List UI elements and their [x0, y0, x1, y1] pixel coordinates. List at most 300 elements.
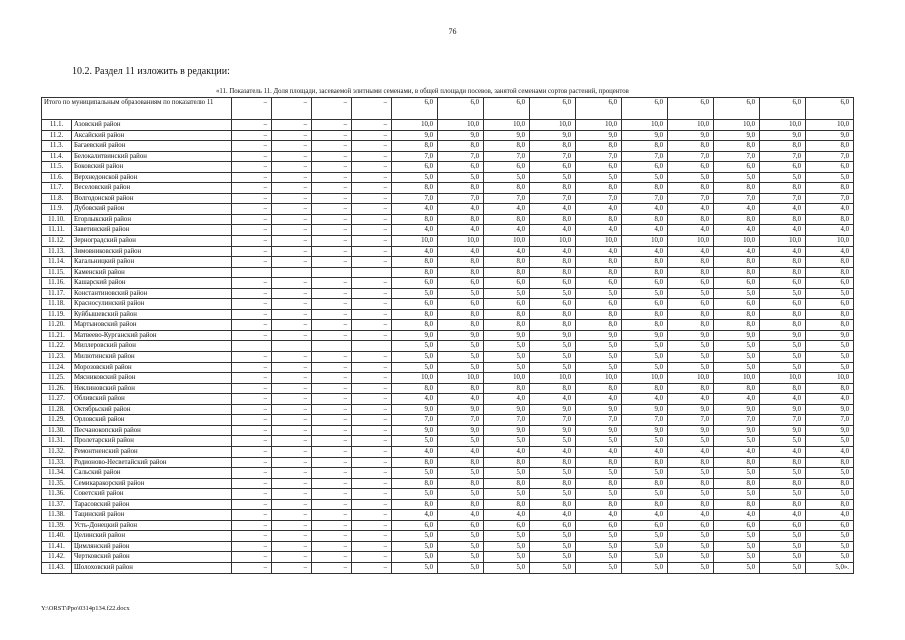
value-cell: – [312, 510, 352, 521]
value-cell: 7,0 [668, 151, 714, 162]
value-cell: – [232, 352, 272, 363]
value-cell: – [352, 151, 392, 162]
value-cell: 9,0 [392, 330, 438, 341]
value-cell: – [312, 225, 352, 236]
value-cell: – [272, 151, 312, 162]
value-cell: 5,0 [714, 552, 760, 563]
value-cell: 9,0 [438, 425, 484, 436]
row-number: 11.1. [42, 120, 72, 131]
value-cell: – [272, 162, 312, 173]
value-cell: – [232, 468, 272, 479]
value-cell: 4,0 [484, 225, 530, 236]
value-cell: 7,0 [438, 415, 484, 426]
value-cell: 5,0 [668, 489, 714, 500]
district-name: Неклиновский район [72, 383, 232, 394]
value-cell: 4,0 [392, 510, 438, 521]
value-cell: 5,0 [392, 531, 438, 542]
district-name: Веселовский район [72, 183, 232, 194]
value-cell: 6,0 [714, 299, 760, 310]
row-number: 11.40. [42, 531, 72, 542]
value-cell: 9,0 [760, 130, 806, 141]
value-cell: 10,0 [392, 373, 438, 384]
value-cell: 5,0 [484, 562, 530, 573]
table-row [42, 457, 854, 468]
value-cell: 9,0 [714, 130, 760, 141]
value-cell [272, 341, 312, 352]
value-cell: 5,0 [484, 172, 530, 183]
value-cell: 5,0 [622, 531, 668, 542]
value-cell: 4,0 [760, 204, 806, 215]
value-cell: 5,0 [622, 562, 668, 573]
value-cell: – [352, 246, 392, 257]
value-cell: 8,0 [530, 141, 576, 152]
value-cell: – [312, 246, 352, 257]
value-cell: – [272, 520, 312, 531]
value-cell: 6,0 [760, 278, 806, 289]
value-cell: – [352, 320, 392, 331]
table-row [42, 341, 854, 352]
total-row-label: Итого по муниципальным образованиям по показателю 11 [42, 98, 232, 120]
value-cell: 4,0 [576, 246, 622, 257]
total-cell: 6,0 [806, 98, 854, 120]
value-cell: 8,0 [760, 383, 806, 394]
value-cell: – [272, 436, 312, 447]
value-cell: – [272, 172, 312, 183]
value-cell: 8,0 [714, 267, 760, 278]
value-cell: – [352, 394, 392, 405]
value-cell: 8,0 [714, 320, 760, 331]
table-row [42, 446, 854, 457]
value-cell: 4,0 [622, 394, 668, 405]
value-cell: 10,0 [530, 373, 576, 384]
value-cell: 8,0 [576, 383, 622, 394]
table-row [42, 352, 854, 363]
value-cell: 5,0 [714, 172, 760, 183]
row-number: 11.3. [42, 141, 72, 152]
value-cell: – [272, 425, 312, 436]
row-number: 11.26. [42, 383, 72, 394]
table-row [42, 404, 854, 415]
value-cell: – [232, 446, 272, 457]
table-row [42, 510, 854, 521]
value-cell: 8,0 [622, 383, 668, 394]
value-cell: 8,0 [576, 478, 622, 489]
total-cell: 6,0 [760, 98, 806, 120]
value-cell: 5,0 [392, 468, 438, 479]
value-cell: – [352, 183, 392, 194]
value-cell: 5,0 [438, 288, 484, 299]
value-cell: 4,0 [576, 204, 622, 215]
value-cell: – [272, 246, 312, 257]
value-cell: 5,0 [760, 436, 806, 447]
value-cell: 8,0 [576, 141, 622, 152]
value-cell: 5,0 [714, 341, 760, 352]
district-name: Каменский район [72, 267, 232, 278]
value-cell: – [272, 478, 312, 489]
value-cell: 10,0 [760, 373, 806, 384]
total-cell: 6,0 [714, 98, 760, 120]
value-cell: 4,0 [576, 446, 622, 457]
value-cell: 8,0 [668, 183, 714, 194]
table-row [42, 309, 854, 320]
row-number: 11.20. [42, 320, 72, 331]
value-cell: 9,0 [622, 330, 668, 341]
value-cell: – [312, 520, 352, 531]
value-cell: 7,0 [622, 151, 668, 162]
value-cell: 8,0 [622, 499, 668, 510]
value-cell: 5,0 [668, 341, 714, 352]
value-cell: 8,0 [530, 267, 576, 278]
value-cell: – [272, 373, 312, 384]
value-cell: 5,0 [484, 341, 530, 352]
value-cell: 9,0 [530, 330, 576, 341]
row-number: 11.35. [42, 478, 72, 489]
table-row [42, 425, 854, 436]
table-row [42, 183, 854, 194]
value-cell: 5,0 [806, 288, 854, 299]
value-cell: 8,0 [530, 478, 576, 489]
value-cell: 4,0 [714, 225, 760, 236]
value-cell: 8,0 [714, 383, 760, 394]
total-cell: 6,0 [392, 98, 438, 120]
row-number: 11.4. [42, 151, 72, 162]
value-cell: – [272, 541, 312, 552]
value-cell: 5,0 [760, 468, 806, 479]
total-cell: – [272, 98, 312, 120]
value-cell: 8,0 [668, 499, 714, 510]
value-cell [232, 341, 272, 352]
value-cell: – [232, 246, 272, 257]
value-cell: – [272, 510, 312, 521]
row-number: 11.10. [42, 214, 72, 225]
value-cell: 6,0 [714, 278, 760, 289]
value-cell: 6,0 [576, 520, 622, 531]
value-cell: 5,0 [760, 172, 806, 183]
value-cell: 10,0 [438, 236, 484, 247]
value-cell: 5,0 [622, 489, 668, 500]
value-cell: 5,0 [714, 562, 760, 573]
total-row [42, 98, 854, 120]
value-cell: 8,0 [622, 320, 668, 331]
value-cell: – [312, 151, 352, 162]
value-cell: 8,0 [714, 478, 760, 489]
value-cell: 5,0 [392, 172, 438, 183]
total-cell: – [312, 98, 352, 120]
value-cell: 5,0 [484, 531, 530, 542]
row-number: 11.5. [42, 162, 72, 173]
value-cell: 8,0 [714, 183, 760, 194]
value-cell: 6,0 [392, 162, 438, 173]
district-name: Верхнедонской район [72, 172, 232, 183]
value-cell: 5,0 [576, 288, 622, 299]
indicator-table [41, 97, 854, 574]
district-name: Мартыновский район [72, 320, 232, 331]
row-number: 11.42. [42, 552, 72, 563]
district-name: Морозовский район [72, 362, 232, 373]
value-cell: 6,0 [576, 162, 622, 173]
value-cell: 10,0 [438, 120, 484, 131]
value-cell: 8,0 [760, 309, 806, 320]
value-cell: – [232, 541, 272, 552]
value-cell: 8,0 [392, 257, 438, 268]
value-cell: 7,0 [806, 415, 854, 426]
row-number: 11.39. [42, 520, 72, 531]
value-cell: 4,0 [484, 246, 530, 257]
value-cell: 10,0 [760, 120, 806, 131]
value-cell: 8,0 [392, 309, 438, 320]
value-cell: 6,0 [760, 520, 806, 531]
value-cell: – [272, 120, 312, 131]
value-cell: 5,0 [714, 288, 760, 299]
table-row [42, 267, 854, 278]
value-cell: 6,0 [668, 162, 714, 173]
value-cell: 8,0 [438, 141, 484, 152]
value-cell: 8,0 [484, 214, 530, 225]
value-cell: 5,0 [438, 362, 484, 373]
value-cell: 8,0 [760, 320, 806, 331]
value-cell: 9,0 [668, 330, 714, 341]
value-cell: – [272, 299, 312, 310]
value-cell: 7,0 [530, 193, 576, 204]
table-row [42, 320, 854, 331]
value-cell: 7,0 [438, 151, 484, 162]
value-cell: 5,0 [484, 362, 530, 373]
value-cell: 4,0 [714, 246, 760, 257]
value-cell: 8,0 [576, 457, 622, 468]
value-cell: 8,0 [622, 183, 668, 194]
value-cell: 4,0 [668, 394, 714, 405]
table-row [42, 162, 854, 173]
value-cell: 6,0 [576, 299, 622, 310]
value-cell: 6,0 [484, 162, 530, 173]
value-cell: 9,0 [806, 330, 854, 341]
table-row [42, 362, 854, 373]
value-cell: – [352, 478, 392, 489]
value-cell: – [312, 468, 352, 479]
value-cell: – [352, 225, 392, 236]
value-cell: 5,0 [576, 489, 622, 500]
value-cell: 8,0 [392, 214, 438, 225]
value-cell: 5,0 [622, 468, 668, 479]
value-cell: 10,0 [438, 373, 484, 384]
value-cell: 4,0 [668, 225, 714, 236]
value-cell: 4,0 [622, 246, 668, 257]
value-cell: 5,0 [576, 352, 622, 363]
table-row [42, 552, 854, 563]
value-cell: 8,0 [438, 183, 484, 194]
value-cell: 5,0 [622, 172, 668, 183]
value-cell: 4,0 [714, 204, 760, 215]
value-cell: – [352, 415, 392, 426]
value-cell: 4,0 [760, 446, 806, 457]
value-cell: 6,0 [438, 162, 484, 173]
value-cell: 7,0 [484, 151, 530, 162]
value-cell: 8,0 [484, 309, 530, 320]
value-cell: 9,0 [530, 130, 576, 141]
value-cell: – [312, 204, 352, 215]
value-cell: 8,0 [622, 141, 668, 152]
value-cell: – [352, 468, 392, 479]
value-cell: 8,0 [668, 141, 714, 152]
value-cell: 10,0 [806, 120, 854, 131]
value-cell: 5,0 [806, 341, 854, 352]
value-cell: – [232, 531, 272, 542]
value-cell: 8,0 [576, 309, 622, 320]
table-row [42, 130, 854, 141]
value-cell: 5,0 [760, 562, 806, 573]
row-number: 11.37. [42, 499, 72, 510]
value-cell: 5,0 [760, 489, 806, 500]
value-cell: 10,0 [576, 236, 622, 247]
value-cell: 4,0 [668, 510, 714, 521]
value-cell: 6,0 [668, 278, 714, 289]
value-cell: 9,0 [530, 425, 576, 436]
value-cell: 8,0 [668, 267, 714, 278]
section-heading: 10.2. Раздел 11 изложить в редакции: [72, 66, 230, 77]
value-cell: – [312, 352, 352, 363]
value-cell: 4,0 [806, 225, 854, 236]
value-cell: – [232, 478, 272, 489]
value-cell: 9,0 [714, 404, 760, 415]
value-cell: – [312, 257, 352, 268]
value-cell: 5,0 [484, 468, 530, 479]
value-cell: 5,0 [806, 468, 854, 479]
row-number: 11.29. [42, 415, 72, 426]
value-cell: 5,0 [714, 468, 760, 479]
district-name: Егорлыкский район [72, 214, 232, 225]
value-cell: 4,0 [668, 246, 714, 257]
district-name: Белокалитвинский район [72, 151, 232, 162]
value-cell: – [352, 130, 392, 141]
value-cell: – [232, 278, 272, 289]
value-cell: 4,0 [622, 204, 668, 215]
row-number: 11.31. [42, 436, 72, 447]
value-cell: 4,0 [438, 446, 484, 457]
value-cell: – [312, 541, 352, 552]
district-name: Куйбышевский район [72, 309, 232, 320]
value-cell: 8,0 [806, 309, 854, 320]
value-cell: – [272, 257, 312, 268]
value-cell: 9,0 [438, 130, 484, 141]
value-cell: 5,0 [484, 436, 530, 447]
value-cell: – [352, 309, 392, 320]
value-cell: 4,0 [760, 246, 806, 257]
value-cell: 5,0 [530, 172, 576, 183]
value-cell: 8,0 [714, 309, 760, 320]
value-cell: 8,0 [484, 257, 530, 268]
value-cell: 5,0 [806, 541, 854, 552]
value-cell: 8,0 [530, 183, 576, 194]
value-cell: 8,0 [576, 267, 622, 278]
value-cell: 8,0 [438, 309, 484, 320]
value-cell: 4,0 [714, 446, 760, 457]
district-name: Матвеево-Курганский район [72, 330, 232, 341]
value-cell: 8,0 [668, 214, 714, 225]
row-number: 11.38. [42, 510, 72, 521]
value-cell: – [272, 404, 312, 415]
value-cell: – [352, 278, 392, 289]
value-cell: 8,0 [622, 267, 668, 278]
value-cell: 8,0 [760, 267, 806, 278]
value-cell: 5,0 [530, 352, 576, 363]
value-cell: – [232, 236, 272, 247]
value-cell: 4,0 [392, 446, 438, 457]
value-cell: – [312, 552, 352, 563]
value-cell: 4,0 [622, 225, 668, 236]
value-cell: – [352, 499, 392, 510]
value-cell: 8,0 [714, 141, 760, 152]
value-cell: 6,0 [392, 520, 438, 531]
value-cell: 5,0 [392, 436, 438, 447]
value-cell: 10,0 [392, 236, 438, 247]
value-cell: – [312, 499, 352, 510]
value-cell: 9,0 [714, 330, 760, 341]
value-cell: – [272, 499, 312, 510]
value-cell: 8,0 [806, 183, 854, 194]
district-name: Кагальницкий район [72, 257, 232, 268]
value-cell: 5,0 [622, 362, 668, 373]
value-cell: 6,0 [806, 278, 854, 289]
value-cell: 9,0 [530, 404, 576, 415]
value-cell: – [272, 415, 312, 426]
value-cell: – [312, 172, 352, 183]
value-cell: 8,0 [668, 478, 714, 489]
value-cell: 10,0 [484, 120, 530, 131]
row-number: 11.14. [42, 257, 72, 268]
value-cell: – [232, 130, 272, 141]
value-cell: 5,0 [530, 436, 576, 447]
value-cell: 4,0 [484, 394, 530, 405]
value-cell: 7,0 [576, 151, 622, 162]
value-cell: – [312, 120, 352, 131]
value-cell: 4,0 [530, 246, 576, 257]
value-cell: 9,0 [622, 425, 668, 436]
district-name: Орловский район [72, 415, 232, 426]
value-cell: 6,0 [530, 520, 576, 531]
value-cell: – [352, 457, 392, 468]
value-cell: 10,0 [484, 373, 530, 384]
district-name: Заветинский район [72, 225, 232, 236]
value-cell: 8,0 [392, 267, 438, 278]
value-cell: – [352, 162, 392, 173]
value-cell: – [312, 162, 352, 173]
table-row [42, 299, 854, 310]
value-cell: 4,0 [438, 204, 484, 215]
value-cell: 5,0 [668, 436, 714, 447]
value-cell: – [232, 330, 272, 341]
value-cell: – [232, 415, 272, 426]
value-cell: – [352, 541, 392, 552]
value-cell: 7,0 [530, 151, 576, 162]
value-cell: 7,0 [760, 415, 806, 426]
value-cell: 5,0 [484, 541, 530, 552]
value-cell: 7,0 [622, 415, 668, 426]
row-number: 11.8. [42, 193, 72, 204]
value-cell [312, 341, 352, 352]
value-cell: 7,0 [484, 415, 530, 426]
value-cell: – [312, 425, 352, 436]
value-cell: – [312, 320, 352, 331]
value-cell: 8,0 [392, 183, 438, 194]
value-cell [232, 267, 272, 278]
value-cell: 9,0 [668, 130, 714, 141]
row-number: 11.19. [42, 309, 72, 320]
value-cell: 8,0 [530, 457, 576, 468]
value-cell: – [232, 562, 272, 573]
value-cell [352, 267, 392, 278]
value-cell: – [352, 425, 392, 436]
value-cell: – [272, 225, 312, 236]
